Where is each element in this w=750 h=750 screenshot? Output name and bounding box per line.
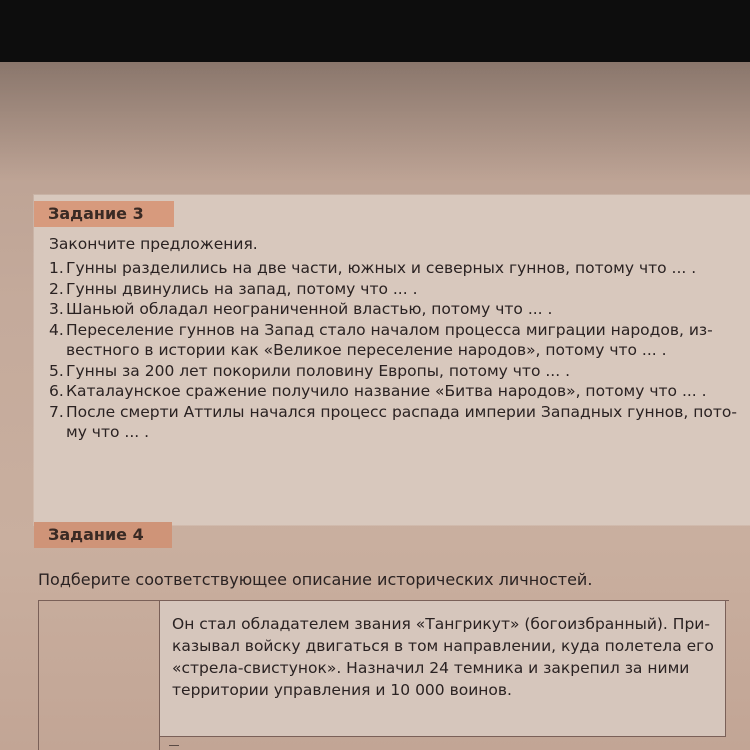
list-item: 6. Каталаунское сражение получило название «Битва народов», потому что ... . [49,382,707,400]
description-cell [160,601,726,737]
task4-title: Задание 4 [34,522,172,548]
list-item: 1. Гунны разделились на две части, южных и северных гуннов, потому что ... . [49,259,697,277]
list-item: 3. Шаньюй обладал неограниченной властью, потому что ... . [49,300,553,318]
description-text: Он стал обладателем звания «Тангрикут» (богоизбранный). При- казывал войску двигаться в том направлении, куда полетела его «стрела-свистунок». Назначил 24 темника и закрепил за ними территории управления и 10 000 воинов. [172,615,714,699]
task3-instruction: Закончите предложения. [49,235,258,253]
list-item: 4. Переселение гуннов на Запад стало началом процесса миграции народов, из- [49,320,713,339]
task3-list [49,258,737,443]
matching-table [38,600,729,750]
textbook-page [0,62,750,750]
answer-cell-empty [39,601,160,750]
list-item: 7. После смерти Аттилы начался процесс распада империи Западных гуннов, пото- [49,402,737,421]
task3-title: Задание 3 [34,201,174,227]
task4-instruction: Подберите соответствующее описание исторических личностей. [38,570,593,589]
list-item: 2. Гунны двинулись на запад, потому что ... . [49,279,418,298]
list-item: 5. Гунны за 200 лет покорили половину Европы, потому что ... . [49,361,570,380]
list-item-continuation: вестного в истории как «Великое переселение народов», потому что ... . [66,341,667,359]
next-row-edge [169,745,179,750]
list-item-continuation: му что ... . [66,423,150,441]
